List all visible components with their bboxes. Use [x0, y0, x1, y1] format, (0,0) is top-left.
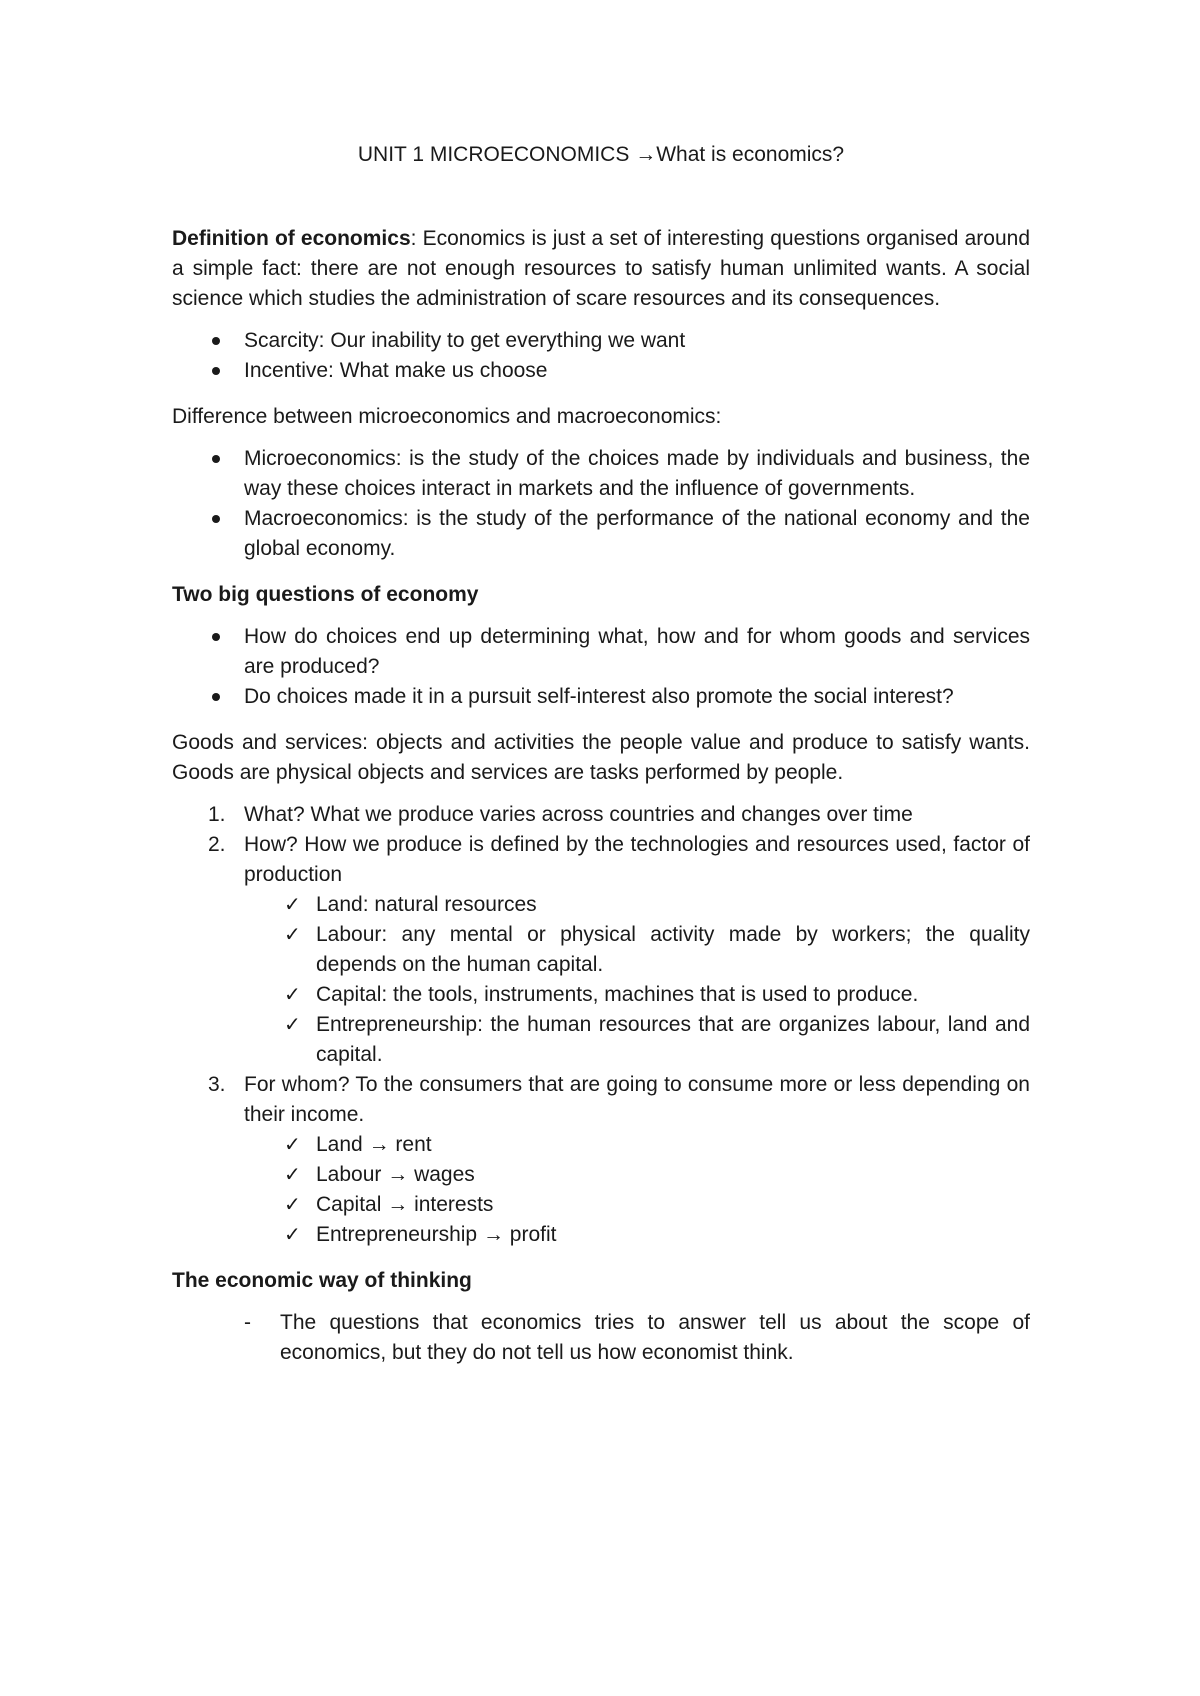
- bullet-icon: [212, 693, 220, 701]
- right-arrow-icon: →: [368, 1133, 390, 1156]
- check-icon: ✓: [284, 1164, 301, 1186]
- check-icon: ✓: [284, 1014, 301, 1036]
- factors-check-list: [172, 890, 1030, 1070]
- difference-bullet-list: [172, 444, 1030, 564]
- definition-text: : Economics is just a set of interesting questions organised around a simple fact: there are not enough resources to satisfy human unlimited wants. A social science which studies the administration of scare resources and its consequences.: [172, 227, 1031, 310]
- definition-term: Definition of economics: [172, 227, 411, 250]
- thinking-dash-list: [172, 1308, 1030, 1368]
- difference-heading: Difference between microeconomics and macroeconomics:: [172, 405, 722, 428]
- list-item: ✓ Entrepreneurship → profit: [172, 1220, 1030, 1250]
- bullet-icon: [212, 633, 220, 641]
- list-item: ✓ Capital: the tools, instruments, machines that is used to produce.: [172, 980, 1030, 1010]
- right-arrow-icon: →: [635, 143, 657, 166]
- numbered-list-continued: [172, 1070, 1030, 1130]
- check-icon: ✓: [284, 1224, 301, 1246]
- list-item: ✓ Labour: any mental or physical activity made by workers; the quality depends on the human capital.: [172, 920, 1030, 980]
- returns-check-list: [172, 1130, 1030, 1250]
- list-item: Microeconomics: is the study of the choices made by individuals and business, the way these choices interact in markets and the influence of governments.: [172, 444, 1030, 504]
- right-arrow-icon: →: [387, 1193, 409, 1216]
- check-icon: ✓: [284, 1134, 301, 1156]
- right-arrow-icon: →: [482, 1223, 504, 1246]
- list-item: Macroeconomics: is the study of the performance of the national economy and the global economy.: [172, 504, 1030, 564]
- check-icon: ✓: [284, 924, 301, 946]
- goods-paragraph: Goods and services: objects and activities the people value and produce to satisfy wants. Goods are physical objects and services are tasks performed by people.: [172, 731, 1030, 784]
- questions-heading: Two big questions of economy: [172, 583, 479, 606]
- check-icon: ✓: [284, 894, 301, 916]
- list-item: ✓ Land: natural resources: [172, 890, 1030, 920]
- definition-paragraph: [172, 224, 1030, 314]
- bullet-icon: [212, 515, 220, 523]
- list-item: 2. How? How we produce is defined by the technologies and resources used, factor of production: [208, 833, 1030, 886]
- list-item: ✓ Capital → interests: [172, 1190, 1030, 1220]
- list-item: 1. What? What we produce varies across countries and changes over time: [208, 803, 913, 826]
- list-item: Incentive: What make us choose: [172, 356, 1030, 386]
- thinking-heading: The economic way of thinking: [172, 1269, 472, 1292]
- right-arrow-icon: →: [387, 1163, 409, 1186]
- check-icon: ✓: [284, 984, 301, 1006]
- list-item: - The questions that economics tries to answer tell us about the scope of economics, but they do not tell us how economist think.: [172, 1308, 1030, 1368]
- list-item: ✓ Entrepreneurship: the human resources that are organizes labour, land and capital.: [172, 1010, 1030, 1070]
- page-title: [172, 140, 1030, 170]
- definition-bullet-list: [172, 326, 1030, 386]
- list-item: 3. For whom? To the consumers that are going to consume more or less depending on their income.: [208, 1073, 1030, 1126]
- list-item: How do choices end up determining what, how and for whom goods and services are produced?: [172, 622, 1030, 682]
- title-prefix: UNIT 1 MICROECONOMICS: [357, 143, 636, 166]
- document-body: [172, 140, 1030, 1368]
- questions-bullet-list: [172, 622, 1030, 712]
- bullet-icon: [212, 455, 220, 463]
- list-item: Scarcity: Our inability to get everything we want: [172, 326, 1030, 356]
- bullet-icon: [212, 337, 220, 345]
- numbered-list: [172, 800, 1030, 890]
- check-icon: ✓: [284, 1194, 301, 1216]
- bullet-icon: [212, 367, 220, 375]
- title-suffix: What is economics?: [656, 143, 845, 166]
- dash-icon: -: [244, 1311, 251, 1334]
- list-item: Do choices made it in a pursuit self-interest also promote the social interest?: [172, 682, 1030, 712]
- list-item: ✓ Labour → wages: [172, 1160, 1030, 1190]
- list-item: ✓ Land → rent: [172, 1130, 1030, 1160]
